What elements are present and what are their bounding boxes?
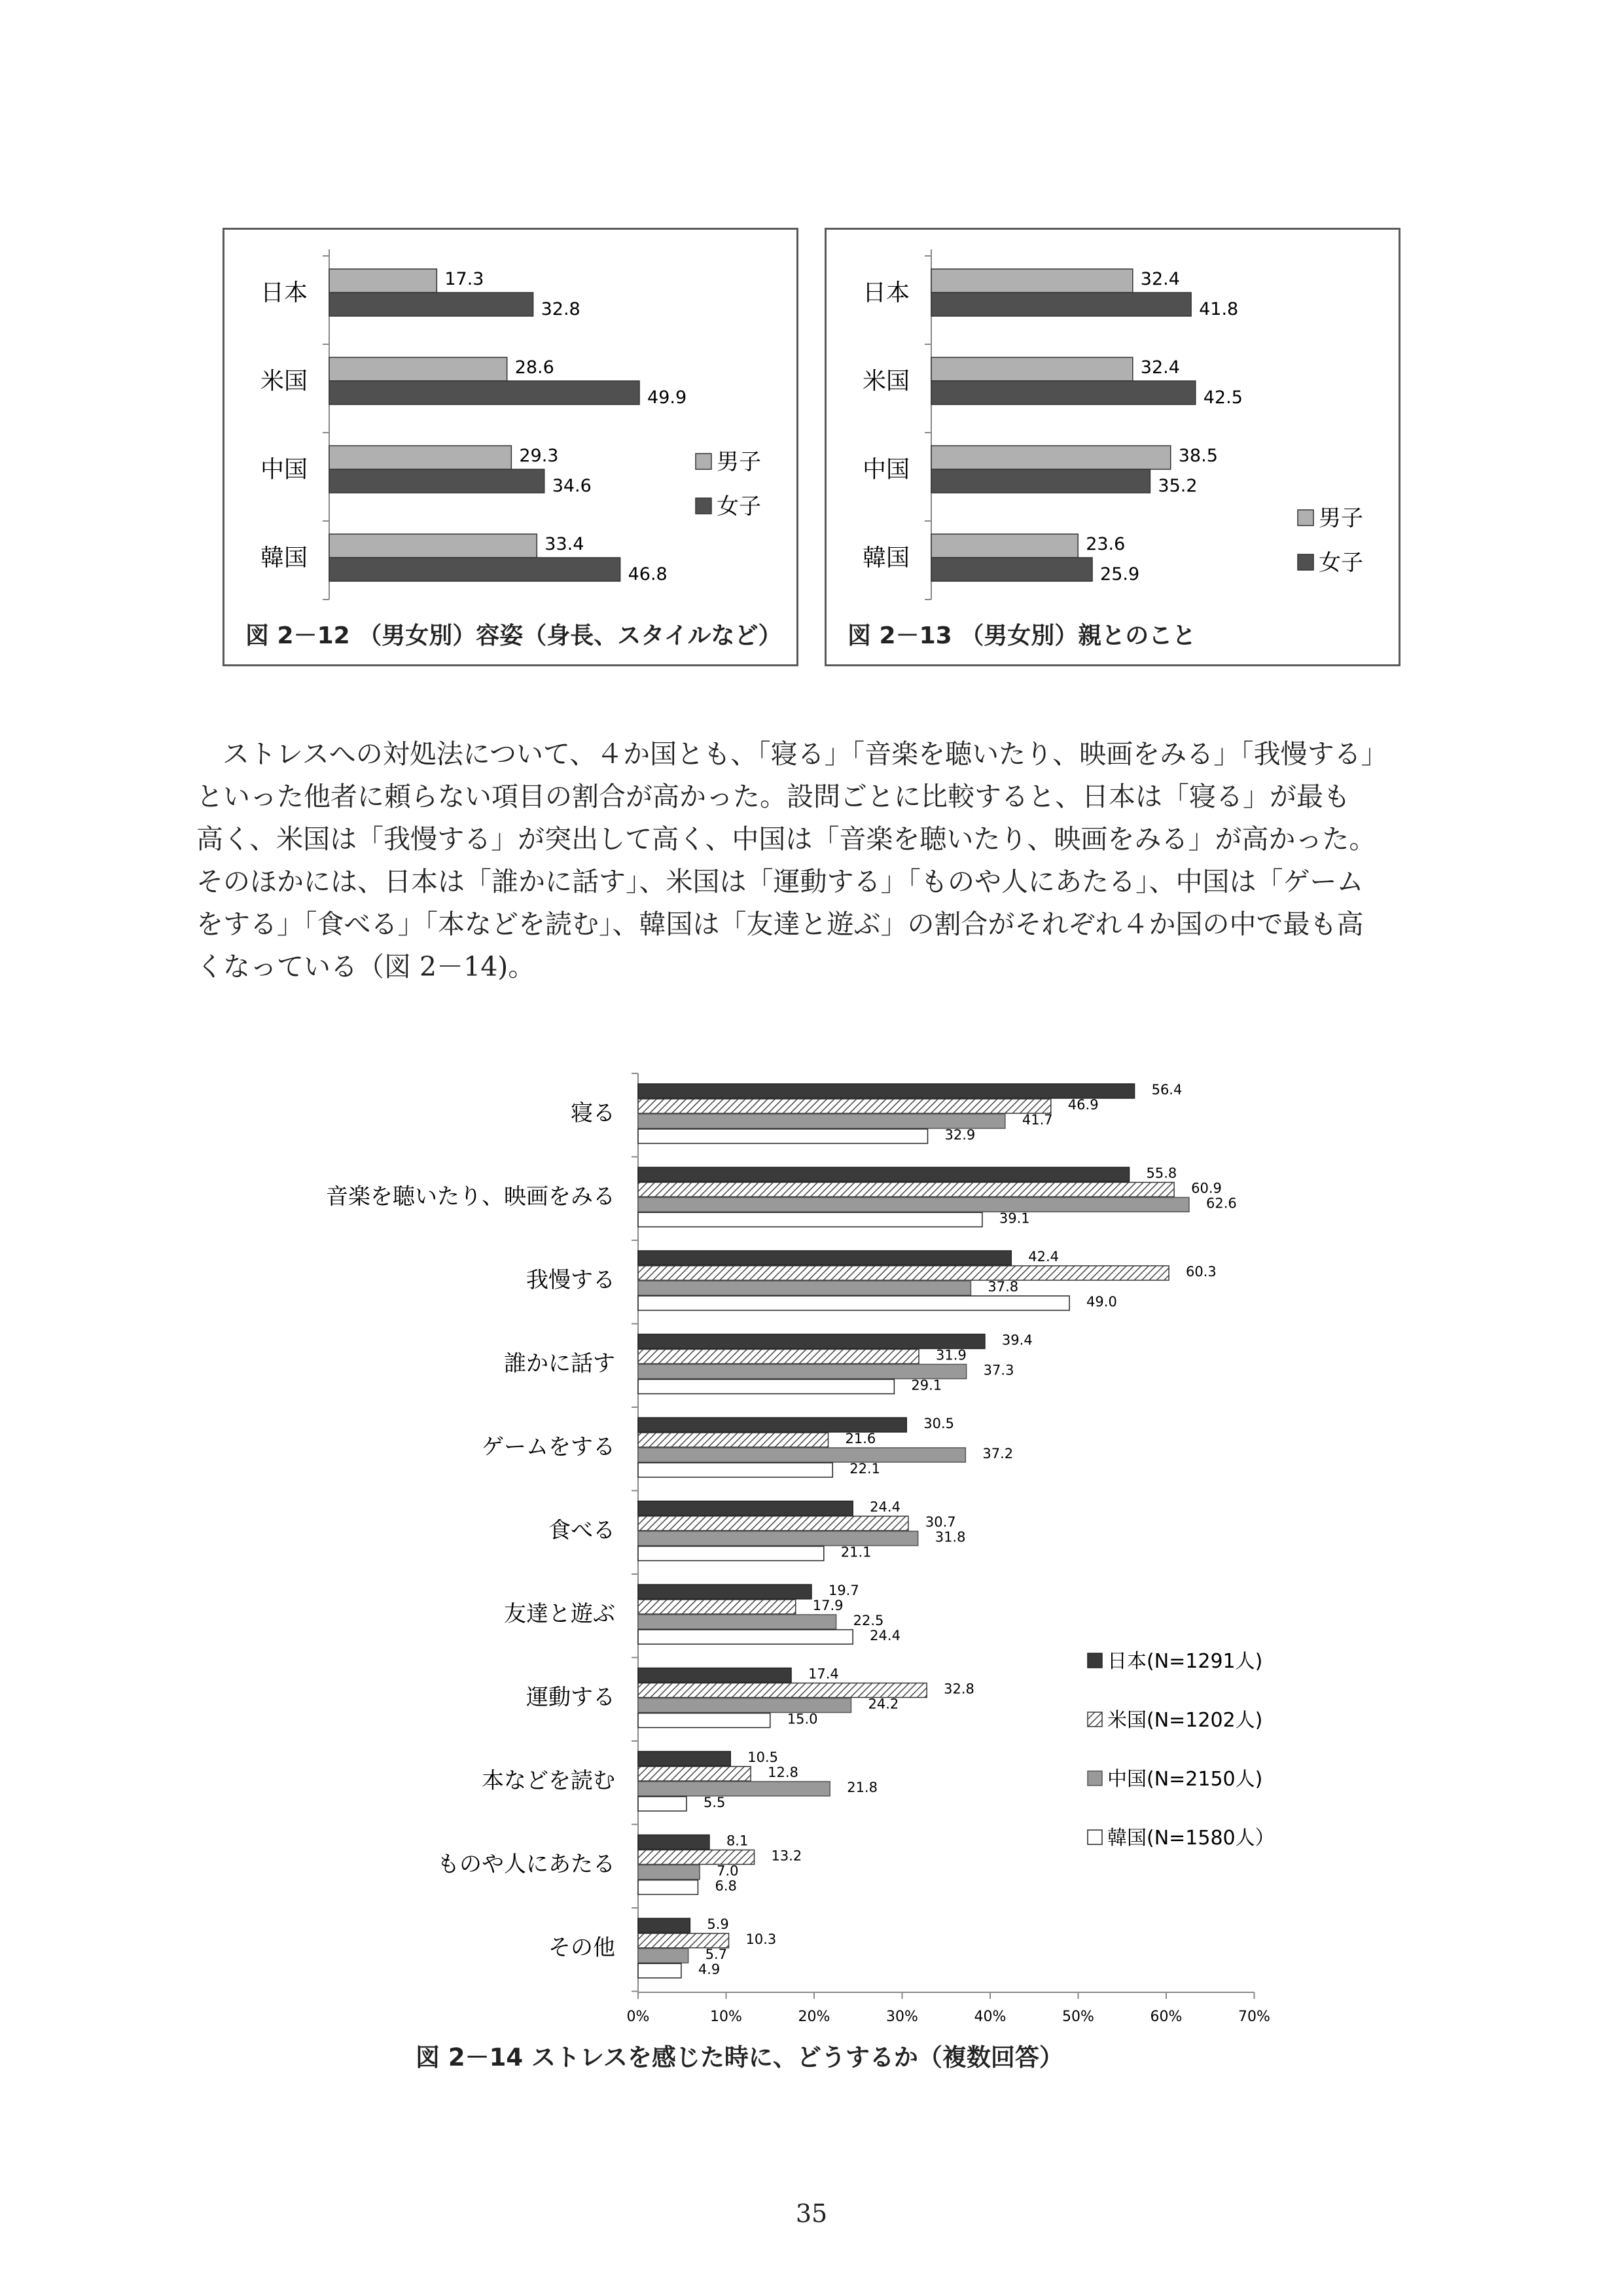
bar <box>638 1168 1130 1182</box>
category-label: 米国 <box>260 368 308 395</box>
data-label: 42.4 <box>1028 1249 1060 1265</box>
paragraph-line: 高く、米国は「我慢する」が突出して高く、中国は「音楽を聴いたり、映画をみる」が高かった。 <box>196 823 1376 855</box>
caption-fig-2-14: 図 2－14 ストレスを感じた時に、どうするか（複数回答） <box>416 2043 1063 2072</box>
bar <box>638 1266 1169 1280</box>
bar <box>638 1448 965 1462</box>
data-label: 31.9 <box>936 1347 967 1363</box>
data-label: 49.0 <box>1086 1294 1117 1310</box>
category-label: 運動する <box>526 1684 615 1711</box>
caption-fig-2-13: 図 2－13 （男女別）親とのこと <box>847 622 1196 649</box>
bar <box>638 1251 1011 1265</box>
data-label: 25.9 <box>1100 564 1140 584</box>
bar <box>638 1380 894 1394</box>
bar <box>638 1129 928 1143</box>
data-label: 6.8 <box>715 1878 737 1894</box>
data-label: 15.0 <box>787 1711 818 1727</box>
legend-swatch <box>1088 1653 1102 1668</box>
bar <box>638 1630 853 1644</box>
legend-label: 米国(N=1202人) <box>1107 1709 1263 1732</box>
bar <box>638 1918 690 1933</box>
category-label: 本などを読む <box>482 1768 615 1794</box>
legend-label: 韓国(N=1580人） <box>1107 1827 1275 1850</box>
bar <box>638 1516 908 1531</box>
x-tick-label: 60% <box>1150 2009 1183 2025</box>
bar <box>638 1615 836 1629</box>
legend-swatch <box>1088 1771 1102 1785</box>
bar <box>638 1767 751 1781</box>
data-label: 33.4 <box>544 534 584 554</box>
data-label: 5.7 <box>705 1946 728 1962</box>
data-label: 5.9 <box>707 1916 729 1932</box>
category-label: 誰かに話す <box>504 1350 615 1377</box>
bar <box>638 1585 812 1599</box>
data-label: 37.2 <box>982 1446 1014 1462</box>
data-label: 10.5 <box>747 1749 778 1765</box>
data-label: 29.1 <box>911 1377 942 1393</box>
data-label: 34.6 <box>552 476 592 496</box>
page-number: 35 <box>795 2199 828 2228</box>
bar <box>638 1532 918 1546</box>
data-label: 31.8 <box>935 1529 966 1545</box>
category-label: 音楽を聴いたり、映画をみる <box>326 1183 615 1210</box>
data-label: 37.8 <box>988 1279 1019 1295</box>
bar <box>638 1964 681 1978</box>
bar <box>638 1183 1174 1197</box>
bar <box>638 1114 1005 1128</box>
data-label: 32.4 <box>1140 357 1180 378</box>
x-tick-label: 20% <box>798 2009 830 2025</box>
data-label: 12.8 <box>768 1765 798 1780</box>
data-label: 24.4 <box>870 1499 901 1515</box>
category-label: 寝る <box>571 1100 615 1126</box>
data-label: 19.7 <box>828 1583 859 1598</box>
data-label: 17.9 <box>812 1598 844 1613</box>
legend-label: 女子 <box>717 493 761 520</box>
x-tick-label: 50% <box>1062 2009 1094 2025</box>
data-label: 41.8 <box>1199 299 1239 319</box>
data-label: 29.3 <box>519 446 559 466</box>
data-label: 37.3 <box>983 1362 1014 1378</box>
legend-label: 男子 <box>717 449 761 475</box>
data-label: 46.8 <box>628 564 668 584</box>
category-label: 中国 <box>863 456 910 483</box>
bar <box>638 1865 700 1880</box>
category-label: 日本 <box>863 279 910 306</box>
data-label: 39.1 <box>999 1210 1030 1227</box>
bar <box>638 1683 927 1698</box>
data-label: 39.4 <box>1001 1332 1033 1348</box>
bar <box>638 1501 853 1516</box>
category-label: 米国 <box>863 368 910 395</box>
x-tick-label: 0% <box>626 2009 650 2025</box>
data-label: 49.9 <box>647 387 687 408</box>
legend-swatch <box>1088 1712 1102 1727</box>
category-label: 食べる <box>548 1517 615 1544</box>
paragraph-line: くなっている（図 2－14)。 <box>196 951 535 982</box>
bar <box>638 1213 982 1227</box>
bar <box>638 1880 698 1895</box>
category-label: 中国 <box>260 456 308 483</box>
bar <box>638 1365 967 1379</box>
bar <box>638 1948 688 1963</box>
paragraph-line: ストレスへの対処法について、４か国とも、「寝る」「音楽を聴いたり、映画をみる」「我慢する」 <box>223 738 1388 770</box>
bar <box>638 1850 755 1865</box>
bar <box>638 1418 906 1432</box>
data-label: 24.4 <box>870 1628 901 1643</box>
data-label: 35.2 <box>1158 476 1198 496</box>
bar <box>638 1713 770 1728</box>
bar <box>638 1698 851 1713</box>
bar <box>638 1296 1069 1310</box>
paragraph-line: をする」「食べる」「本などを読む」、韓国は「友達と遊ぶ」の割合がそれぞれ４か国の中で最も高 <box>196 908 1364 940</box>
bar <box>638 1335 985 1349</box>
data-label: 30.7 <box>925 1514 956 1530</box>
bar <box>638 1084 1135 1098</box>
category-label: ゲームをする <box>482 1434 615 1460</box>
data-label: 5.5 <box>703 1795 726 1810</box>
data-label: 60.9 <box>1191 1180 1222 1196</box>
data-label: 21.1 <box>840 1544 872 1560</box>
data-label: 28.6 <box>514 357 554 378</box>
data-label: 56.4 <box>1151 1082 1183 1098</box>
bar <box>638 1463 832 1477</box>
data-label: 22.1 <box>849 1461 881 1477</box>
bar <box>638 1099 1051 1113</box>
data-label: 17.3 <box>444 269 484 289</box>
data-label: 10.3 <box>745 1931 777 1947</box>
bar <box>638 1281 971 1295</box>
category-label: 友達と遊ぶ <box>504 1601 615 1627</box>
paragraph-line: といった他者に頼らない項目の割合が高かった。設問ごとに比較すると、日本は「寝る」が最も <box>196 781 1350 812</box>
bar <box>638 1350 919 1364</box>
bar <box>638 1600 796 1614</box>
x-tick-label: 70% <box>1238 2009 1270 2025</box>
data-label: 21.6 <box>845 1431 876 1446</box>
bar <box>638 1433 829 1447</box>
data-label: 41.7 <box>1022 1112 1053 1128</box>
caption-fig-2-12: 図 2－12 （男女別）容姿（身長、スタイルなど） <box>245 622 782 649</box>
bar <box>638 1933 729 1948</box>
bar <box>638 1751 730 1766</box>
legend-label: 女子 <box>1319 550 1363 576</box>
legend-label: 中国(N=2150人) <box>1107 1768 1263 1791</box>
data-label: 30.5 <box>923 1416 954 1431</box>
bar <box>638 1835 709 1850</box>
data-label: 38.5 <box>1178 446 1218 466</box>
data-label: 55.8 <box>1146 1165 1177 1181</box>
paragraph-line: そのほかには、日本は「誰かに話す」、米国は「運動する」「ものや人にあたる」、中国は「ゲーム <box>196 866 1364 897</box>
category-label: 日本 <box>260 279 308 306</box>
category-label: 韓国 <box>863 545 910 571</box>
x-tick-label: 10% <box>710 2009 742 2025</box>
bar <box>638 1198 1189 1212</box>
category-label: 韓国 <box>260 545 308 571</box>
data-label: 32.9 <box>944 1127 976 1143</box>
bar <box>638 1668 791 1683</box>
bar <box>638 1547 824 1561</box>
bar <box>638 1782 830 1796</box>
data-label: 7.0 <box>717 1863 739 1879</box>
legend-swatch <box>1088 1830 1102 1844</box>
data-label: 21.8 <box>847 1780 878 1795</box>
data-label: 32.8 <box>944 1681 974 1697</box>
data-label: 8.1 <box>726 1833 749 1849</box>
data-label: 23.6 <box>1086 534 1126 554</box>
data-label: 46.9 <box>1067 1097 1099 1113</box>
data-label: 4.9 <box>698 1962 721 1977</box>
x-tick-label: 40% <box>974 2009 1007 2025</box>
legend-label: 日本(N=1291人) <box>1107 1650 1263 1673</box>
data-label: 62.6 <box>1205 1195 1237 1211</box>
category-label: 我慢する <box>526 1267 615 1293</box>
data-label: 42.5 <box>1203 387 1243 408</box>
legend-label: 男子 <box>1319 505 1363 531</box>
data-label: 22.5 <box>853 1613 884 1628</box>
data-label: 60.3 <box>1186 1264 1217 1280</box>
data-label: 32.4 <box>1140 269 1180 289</box>
x-tick-label: 30% <box>886 2009 918 2025</box>
category-label: ものや人にあたる <box>437 1851 615 1878</box>
data-label: 32.8 <box>541 299 580 319</box>
data-label: 17.4 <box>808 1666 839 1682</box>
category-label: その他 <box>548 1935 615 1961</box>
bar <box>638 1797 687 1811</box>
data-label: 13.2 <box>771 1848 802 1864</box>
data-label: 24.2 <box>868 1696 899 1712</box>
